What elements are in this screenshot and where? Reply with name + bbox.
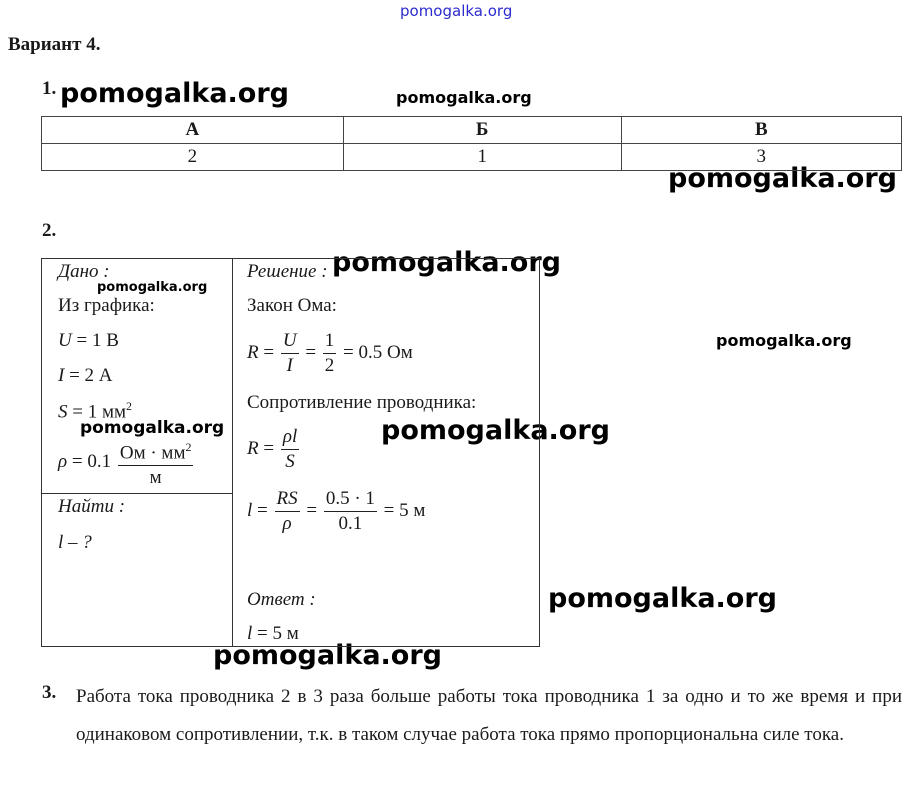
table-cell: 3 [621, 144, 901, 171]
table-header-row [42, 117, 902, 144]
watermark: pomogalka.org [668, 163, 897, 194]
watermark: pomogalka.org [97, 280, 208, 295]
given-box [41, 258, 233, 494]
task3-number: 3. [42, 682, 57, 703]
column-header: Б [343, 117, 621, 144]
given-current [58, 365, 113, 387]
answer-label: Ответ : [247, 589, 316, 610]
length-symbol: l [247, 623, 253, 644]
resistance-symbol: R [247, 437, 259, 459]
solution-label: Решение : [247, 261, 328, 282]
unit-denominator: м [149, 467, 162, 489]
given-area [58, 399, 132, 423]
given-resistivity [58, 435, 195, 490]
watermark: pomogalka.org [332, 247, 561, 278]
column-header: А [42, 117, 344, 144]
area-symbol: S [58, 401, 68, 423]
frac-denominator: 0.1 [338, 513, 363, 534]
voltage-symbol: U [58, 330, 72, 351]
given-voltage [58, 330, 119, 352]
solution-box [232, 258, 540, 647]
frac-numerator: 0.5 · 1 [324, 487, 377, 512]
watermark-link[interactable]: pomogalka.org [400, 2, 513, 20]
table-cell: 2 [42, 144, 344, 171]
watermark: pomogalka.org [213, 640, 442, 671]
frac-denominator: I [286, 355, 293, 376]
frac-denominator: 2 [324, 355, 335, 376]
resistance-result: = 0.5 Ом [343, 341, 413, 363]
watermark: pomogalka.org [548, 583, 777, 614]
frac-numerator: U [281, 329, 299, 354]
watermark: pomogalka.org [80, 418, 225, 438]
task1-number: 1. [42, 78, 57, 99]
resistance-symbol: R [247, 341, 259, 363]
from-graph-label: Из графика: [58, 295, 155, 316]
table-cell: 1 [343, 144, 621, 171]
resistivity-symbol: ρ [58, 451, 68, 473]
frac-numerator: RS [275, 487, 300, 512]
unit-exponent: 2 [185, 440, 192, 454]
answer-result: = 5 м [252, 623, 299, 644]
task2-number: 2. [42, 220, 57, 241]
task1-answer-table [41, 116, 902, 171]
find-box [41, 493, 233, 647]
find-label: Найти : [58, 496, 126, 517]
variant-title: Вариант 4. [8, 34, 101, 55]
frac-denominator: ρ [282, 513, 292, 534]
area-value: = 1 мм [67, 401, 127, 423]
voltage-value: = 1 В [71, 330, 119, 351]
ohm-law-label: Закон Ома: [247, 295, 337, 316]
resistance-calculation: R = $\frac{U}{I}$ = $\frac{1}{2}$ = 0.5 Ом [247, 330, 413, 376]
column-header: В [621, 117, 901, 144]
current-symbol: I [58, 365, 65, 386]
table-row [42, 144, 902, 171]
watermark: pomogalka.org [396, 88, 532, 107]
area-exponent: 2 [126, 399, 133, 413]
length-symbol: l [247, 499, 253, 521]
resistivity-unit-fraction [118, 435, 194, 490]
resistivity-value: = 0.1 [67, 451, 112, 473]
watermark: pomogalka.org [381, 415, 610, 446]
frac-numerator: 1 [323, 329, 337, 354]
given-label: Дано : [58, 261, 110, 282]
find-value: l – ? [58, 532, 92, 553]
frac-numerator: ρl [281, 425, 299, 450]
length-calculation: l = $\frac{RS}{\rho}$ = $\frac{0.5 \cdot 1}{0.1}$ = 5 м [247, 488, 426, 534]
length-result: = 5 м [383, 499, 426, 521]
watermark: pomogalka.org [716, 331, 852, 350]
task3-answer-text: Работа тока проводника 2 в 3 раза больше работы тока проводника 1 за одно и то же время и при одинаковом сопротивлении, т.к. в таком случае работа тока прямо пропорциональна силе тока. [76, 686, 902, 745]
current-value: = 2 А [64, 365, 113, 386]
watermark: pomogalka.org [60, 78, 289, 109]
frac-denominator: S [285, 451, 295, 472]
unit-numerator: Ом · мм [119, 442, 186, 464]
resistance-formula: R = $\frac{\rho l}{S}$ [247, 426, 298, 472]
resistance-label: Сопротивление проводника: [247, 392, 477, 413]
answer-value [247, 623, 299, 645]
